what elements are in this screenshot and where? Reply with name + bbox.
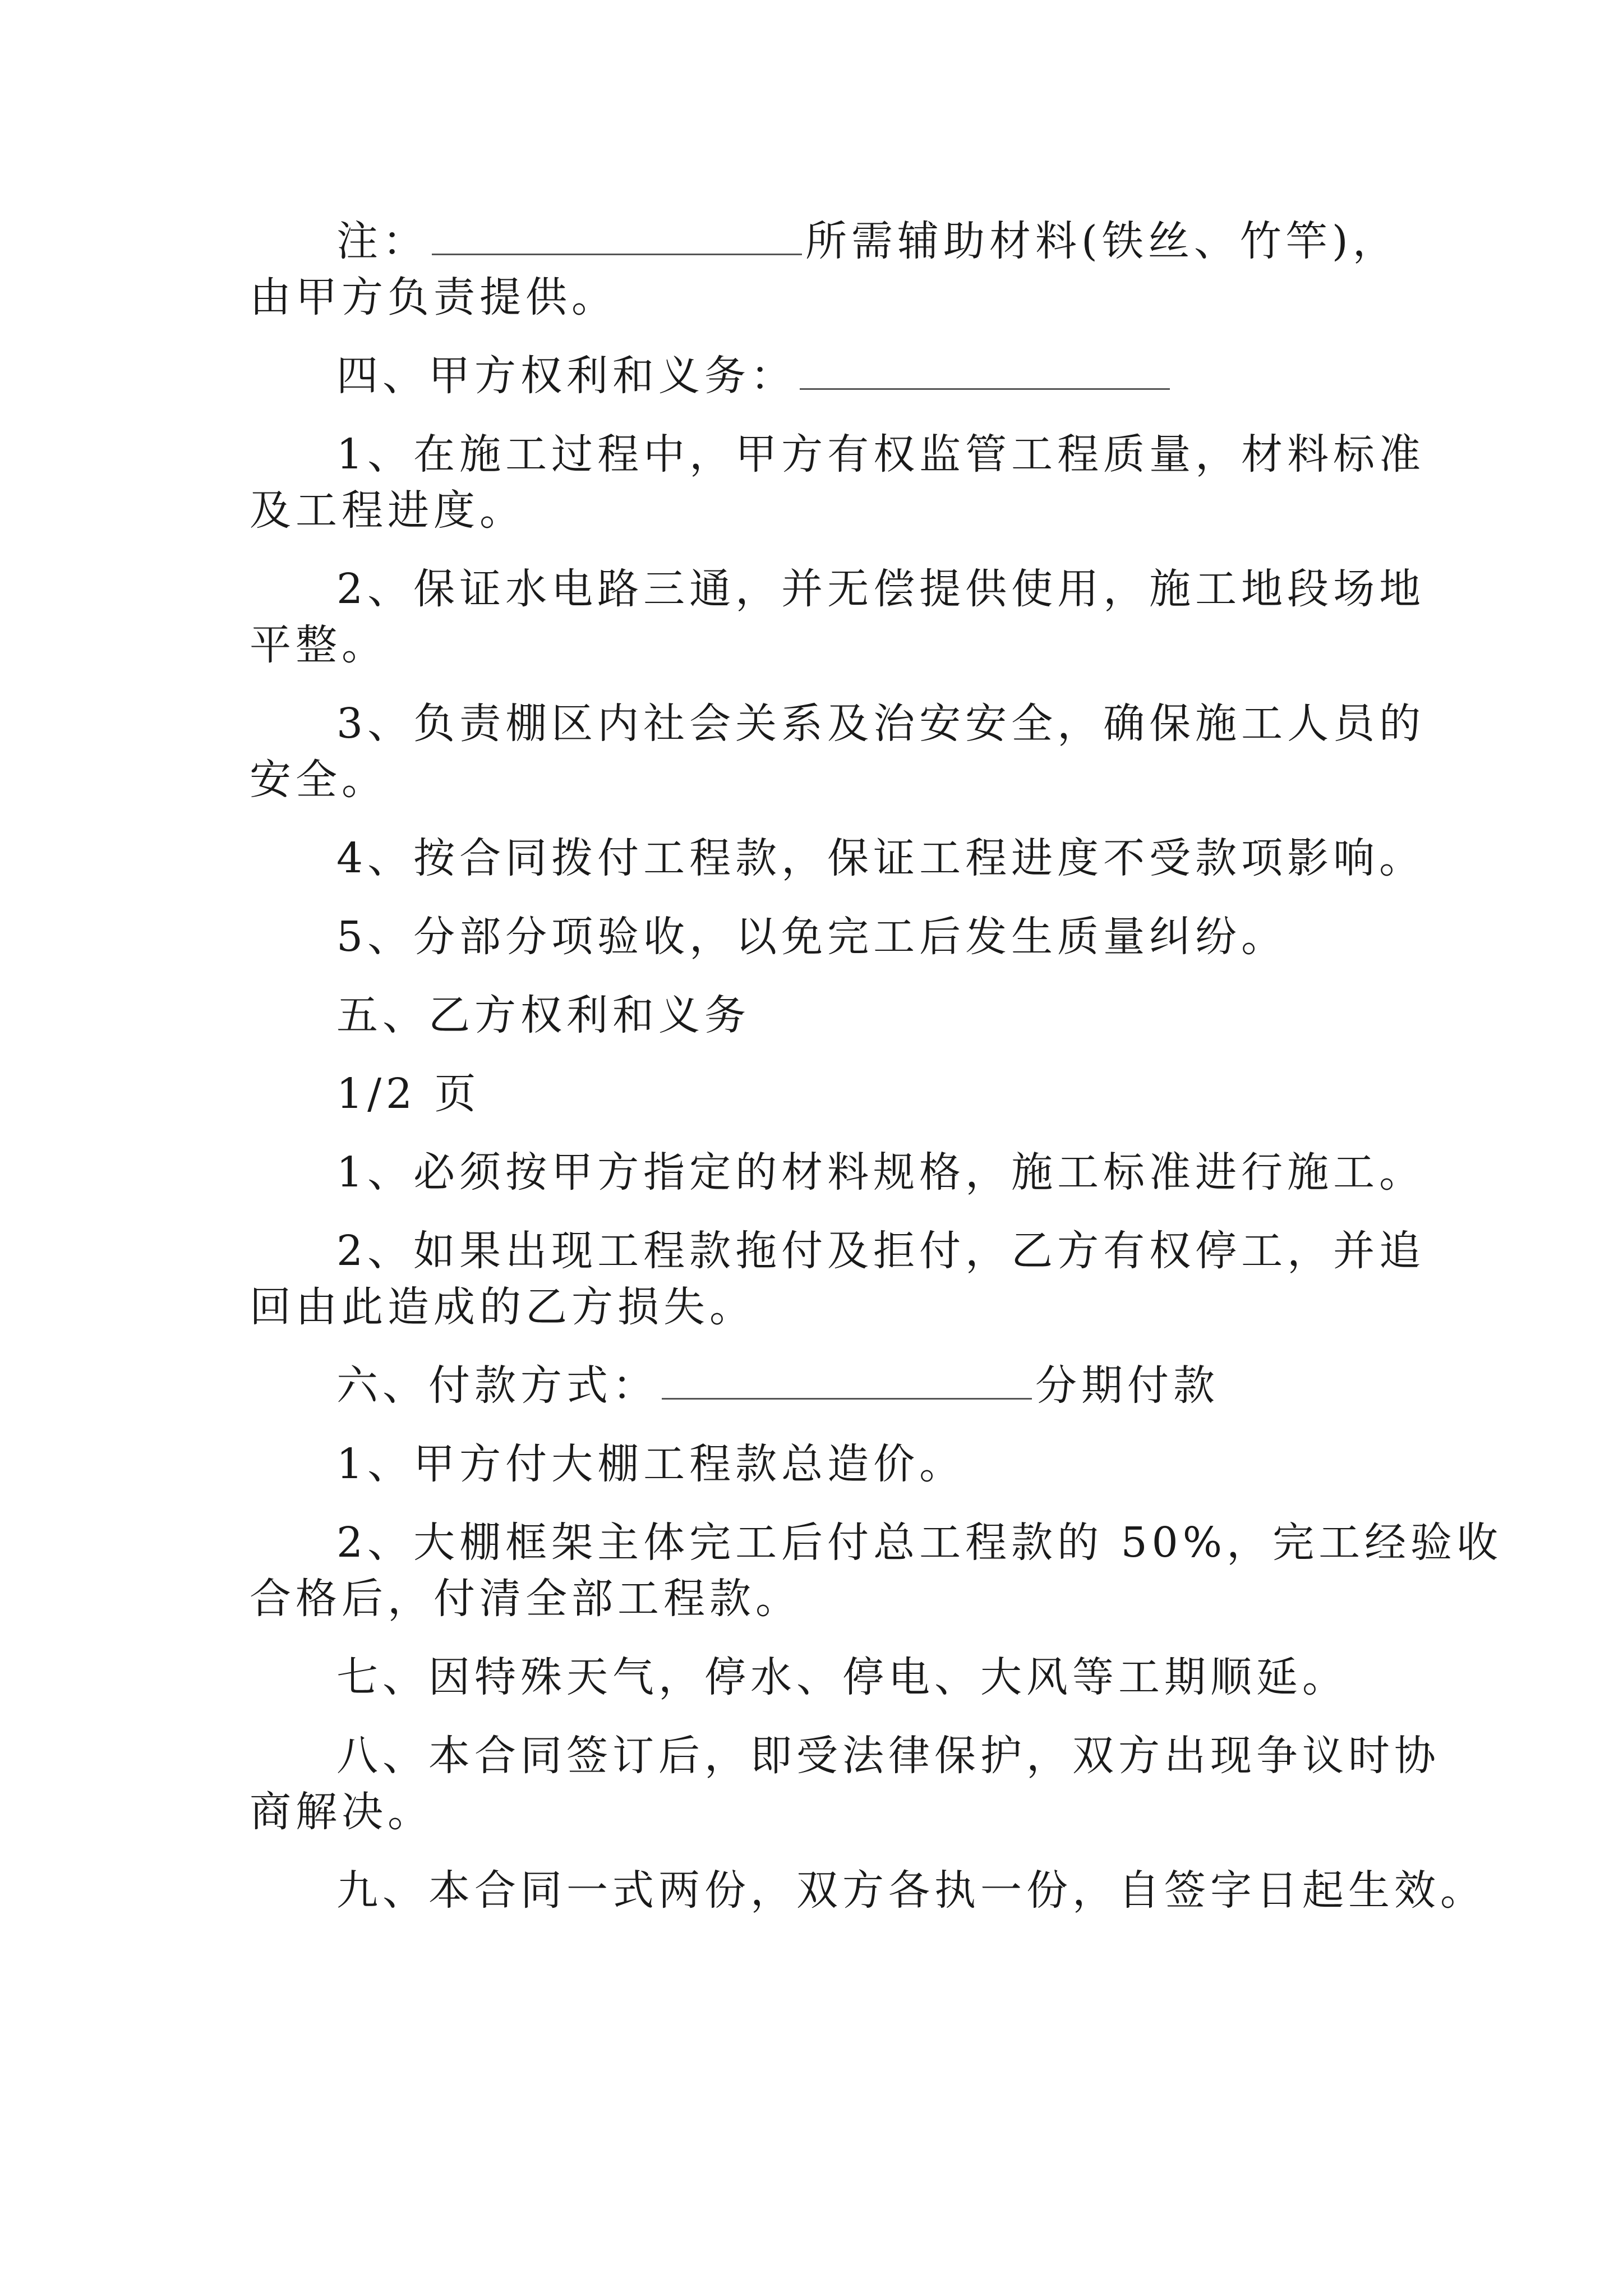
s4-item3-b: 安全。 [250, 756, 388, 804]
section-4-title [250, 348, 1388, 404]
section-4-blank [800, 353, 1170, 390]
note-cont: 由甲方负责提供。 [250, 273, 617, 321]
s4-item1-b: 及工程进度。 [250, 486, 525, 535]
section-6-suffix: 分期付款 [1035, 1361, 1219, 1410]
s6-item2-b: 合格后，付清全部工程款。 [250, 1575, 801, 1623]
s4-item1-a: 1、在施工过程中，甲方有权监管工程质量，材料标准 [336, 430, 1426, 478]
s5-item1: 1、必须按甲方指定的材料规格，施工标准进行施工。 [336, 1148, 1426, 1197]
section-8-a: 八、本合同签订后，即受法律保护，双方出现争议时协 [336, 1732, 1440, 1780]
s4-item5: 5、分部分项验收，以免完工后发生质量纠纷。 [336, 913, 1288, 961]
section-5-title: 五、乙方权利和义务 [336, 991, 750, 1039]
s6-item2-a: 2、大棚框架主体完工后付总工程款的 50%，完工经验收 [336, 1519, 1503, 1567]
s4-item2-a: 2、保证水电路三通，并无偿提供使用，施工地段场地 [336, 565, 1426, 613]
note-blank [432, 219, 802, 255]
s4-item4: 4、按合同拨付工程款，保证工程进度不受款项影响。 [336, 834, 1426, 882]
s4-item3-a: 3、负责棚区内社会关系及治安安全，确保施工人员的 [336, 700, 1426, 748]
section-6-blank [662, 1363, 1032, 1400]
note-line [250, 213, 1399, 269]
s5-item2-a: 2、如果出现工程款拖付及拒付，乙方有权停工，并追 [336, 1227, 1426, 1275]
s4-item2-b: 平整。 [250, 621, 388, 669]
document-page [250, 213, 1503, 1918]
note-prefix: 注： [336, 217, 428, 265]
section-6-title [250, 1358, 1388, 1414]
section-8-b: 商解决。 [250, 1788, 434, 1836]
note-suffix: 所需辅助材料(铁丝、竹竿)， [805, 217, 1399, 265]
page-number: 1/2 页 [336, 1070, 481, 1118]
s6-item1: 1、甲方付大棚工程款总造价。 [336, 1440, 966, 1488]
section-7: 七、因特殊天气，停水、停电、大风等工期顺延。 [336, 1653, 1348, 1701]
section-9: 九、本合同一式两份，双方各执一份，自签字日起生效。 [336, 1866, 1486, 1915]
section-4-label: 四、甲方权利和义务： [336, 352, 796, 400]
section-6-label: 六、付款方式： [336, 1361, 658, 1410]
s5-item2-b: 回由此造成的乙方损失。 [250, 1283, 755, 1331]
